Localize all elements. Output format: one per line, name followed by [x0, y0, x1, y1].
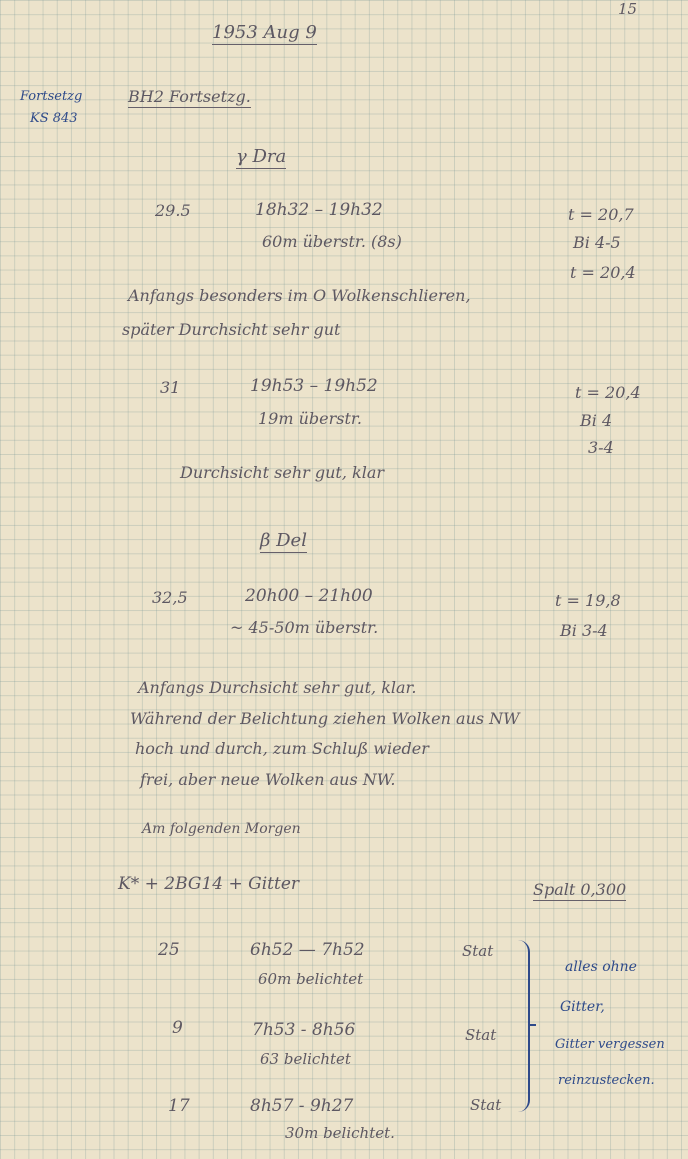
- status-tag: Stat: [462, 942, 494, 960]
- exposure-time: 20h00 – 21h00: [245, 586, 373, 606]
- temperature-note: t = 20,4: [575, 383, 641, 402]
- exposure-time: 7h53 - 8h56: [252, 1020, 356, 1040]
- section-heading: BH2 Fortsetzg.: [128, 87, 251, 106]
- star-name-gamma-dra: γ Dra: [236, 146, 287, 167]
- remark-line: später Durchsicht sehr gut: [122, 320, 341, 339]
- seeing-note: Bi 4: [580, 411, 613, 430]
- setup-description: K* + 2BG14 + Gitter: [118, 874, 300, 894]
- exposure-detail: ~ 45-50m überstr.: [230, 618, 379, 637]
- remark-line: Während der Belichtung ziehen Wolken aus NW: [130, 709, 520, 728]
- next-morning-note: Am folgenden Morgen: [142, 821, 301, 837]
- side-note-line: Gitter,: [560, 999, 605, 1015]
- exposure-time: 6h52 — 7h52: [250, 940, 365, 960]
- temperature-note: t = 19,8: [555, 591, 621, 610]
- page-number: 15: [618, 0, 638, 18]
- side-note-line: alles ohne: [565, 959, 637, 975]
- status-tag: Stat: [470, 1096, 502, 1114]
- side-note-line: Gitter vergessen: [555, 1037, 665, 1052]
- exposure-detail: 30m belichtet.: [285, 1124, 395, 1142]
- exposure-time: 8h57 - 9h27: [250, 1096, 354, 1116]
- exposure-detail: 63 belichtet: [260, 1050, 351, 1068]
- exposure-detail: 60m überstr. (8s): [262, 232, 402, 251]
- plate-number: 9: [172, 1018, 183, 1038]
- remark-line: Anfangs besonders im O Wolkenschlieren,: [128, 286, 471, 305]
- seeing-note: 3-4: [588, 438, 614, 457]
- seeing-note: Bi 3-4: [560, 621, 608, 640]
- margin-note-line-1: Fortsetzg: [20, 89, 83, 104]
- margin-note-line-2: KS 843: [30, 111, 78, 126]
- exposure-detail: 19m überstr.: [258, 409, 362, 428]
- status-tag: Stat: [465, 1026, 497, 1044]
- curly-brace-tip: [528, 1024, 536, 1026]
- exposure-detail: 60m belichtet: [258, 970, 364, 988]
- plate-number: 17: [168, 1096, 190, 1116]
- remark-line: Durchsicht sehr gut, klar: [180, 463, 385, 482]
- temperature-note: t = 20,7: [568, 205, 634, 224]
- entry-date: 1953 Aug 9: [212, 22, 317, 43]
- slit-width: Spalt 0,300: [533, 880, 627, 899]
- remark-line: hoch und durch, zum Schluß wieder: [135, 739, 429, 758]
- temperature-note: t = 20,4: [570, 263, 636, 282]
- plate-number: 31: [160, 378, 181, 397]
- plate-number: 25: [158, 940, 180, 960]
- remark-line: frei, aber neue Wolken aus NW.: [140, 770, 396, 789]
- remark-line: Anfangs Durchsicht sehr gut, klar.: [138, 678, 417, 697]
- star-name-beta-del: β Del: [260, 530, 307, 551]
- exposure-time: 19h53 – 19h52: [250, 376, 378, 396]
- plate-number: 29.5: [155, 201, 191, 220]
- seeing-note: Bi 4-5: [573, 233, 621, 252]
- exposure-time: 18h32 – 19h32: [255, 200, 383, 220]
- curly-brace: [518, 940, 530, 1112]
- plate-number: 32,5: [152, 588, 188, 607]
- side-note-line: reinzustecken.: [558, 1073, 655, 1088]
